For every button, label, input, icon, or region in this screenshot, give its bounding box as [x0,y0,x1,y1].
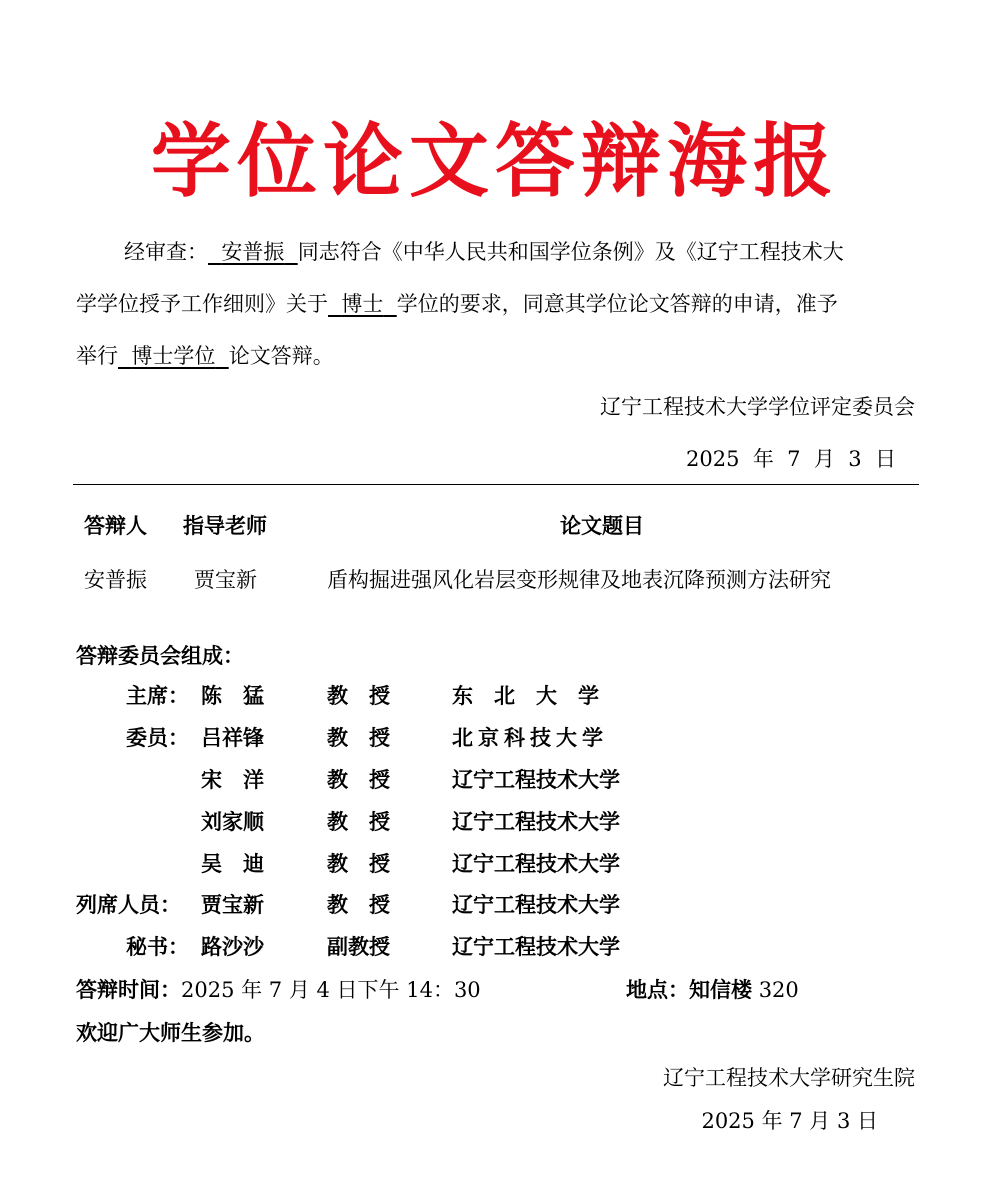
advisor-name: 贾宝新 [194,568,257,592]
committee-org: 东 北 大 学 [452,684,599,708]
committee-org: 辽宁工程技术大学 [452,768,620,792]
committee-title: 教 授 [327,768,390,792]
committee-heading: 答辩委员会组成： [76,644,244,668]
thesis-topic: 盾构掘进强风化岩层变形规律及地表沉降预测方法研究 [327,568,831,592]
committee-title: 教 授 [327,726,390,750]
welcome-text: 欢迎广大师生参加。 [76,1021,265,1045]
committee-title: 教 授 [327,684,390,708]
issuer: 辽宁工程技术大学学位评定委员会 [600,395,915,419]
attendee-role: 列席人员： [76,893,181,917]
member-role: 委员： [126,726,189,750]
poster-title: 学位论文答辩海报 [151,115,839,208]
committee-name: 刘家顺 [201,810,264,834]
footer-org: 辽宁工程技术大学研究生院 [663,1066,915,1090]
notice-text: 论文答辩。 [228,344,334,368]
notice-text: 学位的要求，同意其学位论文答辩的申请，准予 [396,292,838,316]
divider [73,484,919,485]
header-defender: 答辩人 [84,514,147,538]
chair-role: 主席： [126,684,189,708]
student-name: 安普振 [221,240,285,264]
notice-line-1 [124,237,844,267]
committee-name: 吴 迪 [201,852,264,876]
committee-name: 宋 洋 [201,768,264,792]
committee-org: 辽宁工程技术大学 [452,810,620,834]
degree-name: 博士 [341,292,384,316]
notice-text: 同志符合《中华人民共和国学位条例》及《辽宁工程技术大 [297,240,844,264]
notice-text: 举行 [76,344,118,368]
defender-name: 安普振 [84,568,147,592]
committee-name: 路沙沙 [201,935,264,959]
notice-line-2 [76,289,838,319]
committee-name: 贾宝新 [201,893,264,917]
committee-name: 陈 猛 [201,684,264,708]
notice-line-3 [76,341,334,371]
header-topic: 论文题目 [560,514,644,538]
footer-date: 2025 年 7 月 3 日 [701,1109,878,1133]
degree-full-name: 博士学位 [131,344,216,368]
committee-org: 辽宁工程技术大学 [452,935,620,959]
notice-date: 2025 年 7 月 3 日 [686,447,896,471]
defense-time: 答辩时间：2025 年 7 月 4 日下午 14：30 [76,978,481,1002]
committee-title: 教 授 [327,810,390,834]
committee-title: 副教授 [327,935,390,959]
committee-name: 吕祥锋 [201,726,264,750]
committee-title: 教 授 [327,893,390,917]
header-advisor: 指导老师 [183,514,267,538]
committee-org: 北京科技大学 [452,726,608,750]
notice-text: 学学位授予工作细则》关于 [76,292,328,316]
notice-text: 经审查： [124,240,208,264]
committee-org: 辽宁工程技术大学 [452,893,620,917]
defense-location: 地点：知信楼 320 [626,978,799,1002]
committee-title: 教 授 [327,852,390,876]
committee-org: 辽宁工程技术大学 [452,852,620,876]
secretary-role: 秘书： [126,935,189,959]
